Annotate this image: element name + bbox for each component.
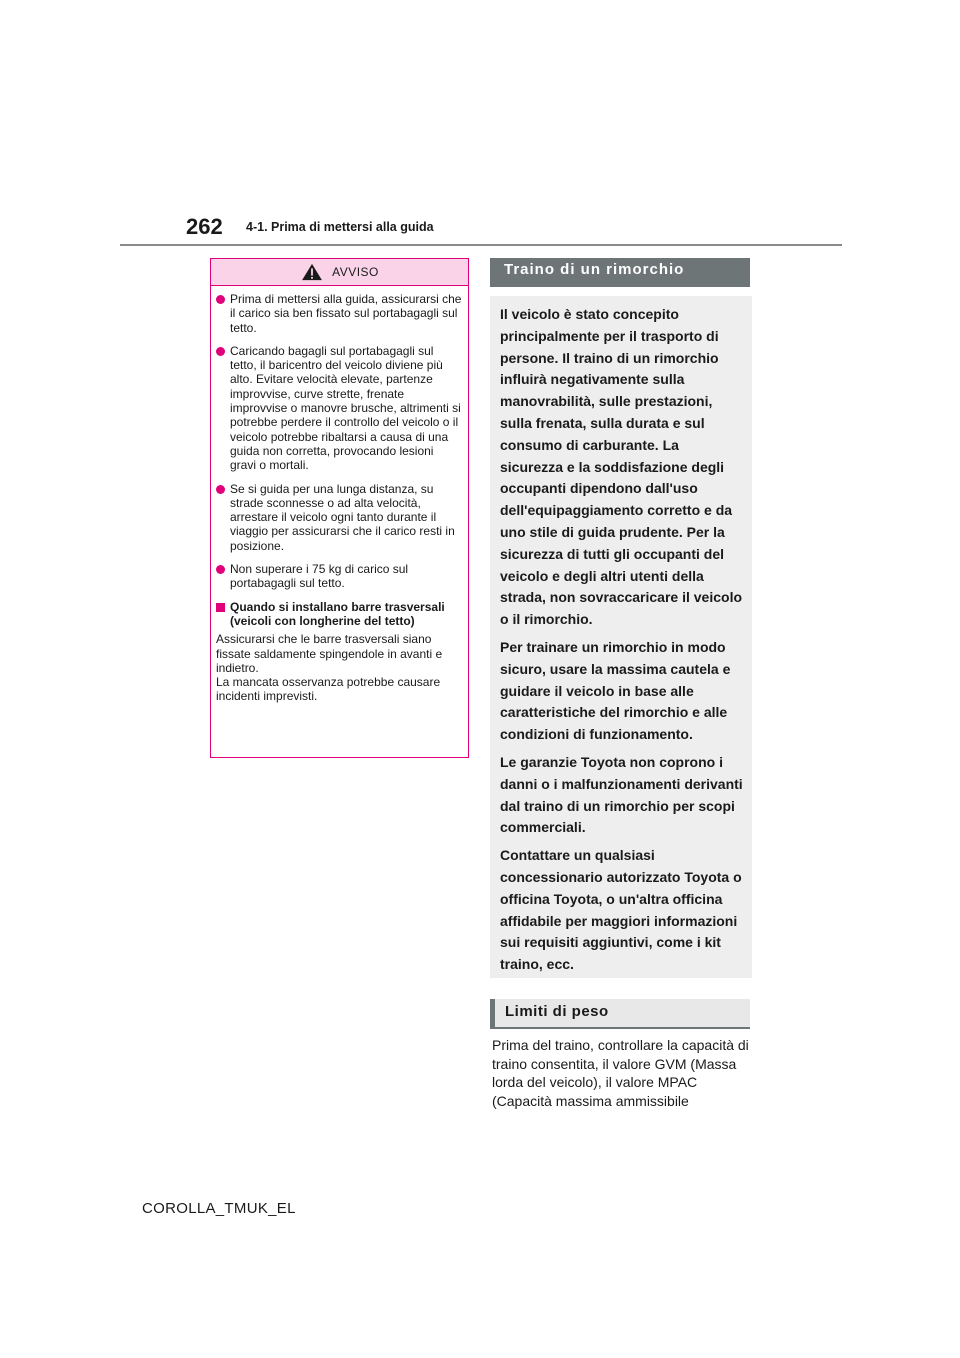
warning-item-text: Non superare i 75 kg di carico sul portabagagli sul tetto. — [230, 562, 409, 591]
bullet-icon — [216, 485, 225, 494]
warning-title: AVVISO — [332, 265, 379, 279]
warning-item-text: Se si guida per una lunga distanza, su strade sconnesse o ad alta velocità, arrestare il veicolo ogni tanto durante il viaggio per assicurarsi che il carico resti in posizione. — [230, 481, 455, 553]
warning-item — [216, 292, 462, 335]
towing-paragraph: Per trainare un rimorchio in modo sicuro, usare la massima cautela e guidare il veicolo in base alle caratteristiche del rimorchio e alle condizioni di funzionamento. — [500, 638, 731, 743]
warning-item-text: Caricando bagagli sul portabagagli sul tetto, il baricentro del veicolo diviene più alto. Evitare velocità elevate, partenze improvvise, curve strette, frenate improvvise o manovre brusche, altrimenti si potrebbe perdere il controllo del veicolo o il veicolo potrebbe ribaltarsi a causa di una guida non corretta, provocando lesioni gravi o mortali. — [230, 343, 461, 473]
warning-subheading — [216, 600, 462, 629]
bullet-icon — [216, 347, 225, 356]
square-bullet-icon — [216, 603, 225, 612]
section-title: 4-1. Prima di mettersi alla guida — [246, 220, 434, 234]
weight-text: Prima del traino, controllare la capacità di traino consentita, il valore GVM (Massa lorda del veicolo), il valore MPAC (Capacità massima ammissibile — [492, 1037, 749, 1109]
page-number: 262 — [186, 214, 223, 239]
warning-sub-text: Assicurarsi che le barre trasversali siano fissate saldamente spingendole in avanti e indietro. La mancata osservanza potrebbe causare incidenti imprevisti. — [216, 632, 443, 704]
towing-heading: Traino di un rimorchio — [490, 258, 750, 287]
bullet-icon — [216, 565, 225, 574]
towing-paragraph: Il veicolo è stato concepito principalmente per il trasporto di persone. Il traino di un rimorchio influirà negativamente sulla manovrabilità, sulle prestazioni, sulla frenata, sulla durata e sul consumo di carburante. La sicurezza e la soddisfazione degli occupanti dipendono dall'uso dell'equipaggiamento corretto e da uno stile di guida prudente. Per la sicurezza di tutti gli occupanti del veicolo e degli altri utenti della strada, non sovraccaricare il veicolo o il rimorchio. — [500, 306, 743, 628]
warning-triangle-icon — [300, 263, 324, 281]
warning-body — [211, 286, 468, 704]
warning-item — [216, 562, 462, 591]
warning-header — [211, 259, 468, 286]
towing-paragraph: Le garanzie Toyota non coprono i danni o i malfunzionamenti derivanti dal traino di un rimorchio per scopi commerciali. — [500, 753, 743, 836]
warning-item-text: Prima di mettersi alla guida, assicurarsi che il carico sia ben fissato sul portabagagli sul tetto. — [230, 292, 462, 335]
bullet-icon — [216, 295, 225, 304]
footer-model-code: COROLLA_TMUK_EL — [142, 1200, 296, 1217]
warning-box — [210, 258, 469, 758]
header-rule — [120, 244, 842, 246]
towing-intro-box — [490, 296, 752, 978]
warning-item — [216, 482, 462, 553]
weight-heading: Limiti di peso — [490, 999, 750, 1029]
towing-paragraph: Contattare un qualsiasi concessionario autorizzato Toyota o officina Toyota, o un'altra officina affidabile per maggiori informazioni sui requisiti aggiuntivi, come i kit traino, ecc. — [500, 847, 742, 973]
warning-item — [216, 344, 462, 473]
warning-subheading-text: Quando si installano barre trasversali (veicoli con longherine del tetto) — [230, 599, 445, 628]
